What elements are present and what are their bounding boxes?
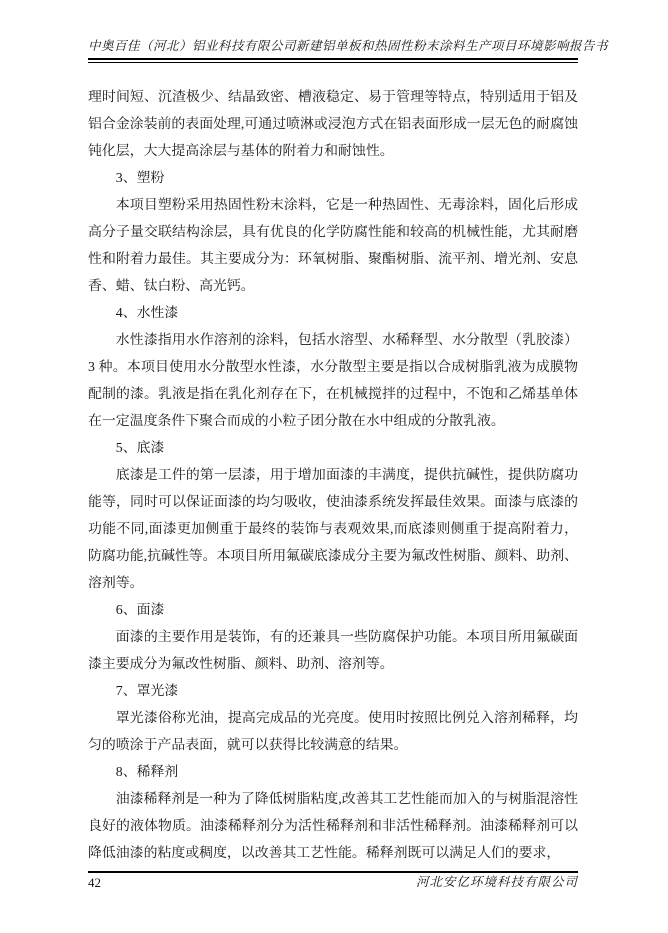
section-heading-7: 7、罩光漆 (115, 684, 179, 699)
section-heading-4: 4、水性漆 (115, 306, 179, 321)
section-body-3: 本项目塑粉采用热固性粉末涂料，它是一种热固性、无毒涂料，固化后形成高分子量交联结构涂层，具有优良的化学防腐性能和较高的机械性能，尤其耐磨性和附着力最佳。其主要成分为：环氧树脂、聚酯树脂、流平剂、增光剂、安息香、蜡、钛白粉、高光钙。 (88, 198, 578, 294)
footer-company-name: 河北安亿环境科技有限公司 (415, 875, 578, 889)
section-body-4: 水性漆指用水作溶剂的涂料，包括水溶型、水稀释型、水分散型（乳胶漆）3 种。本项目使用水分散型水性漆，水分散型主要是指以合成树脂乳液为成膜物配制的漆。乳液是指在乳化剂存在下，在机械搅拌的过程中，不饱和乙烯基单体在一定温度条件下聚合而成的小粒子团分散在水中组成的分散乳液。 (88, 333, 578, 429)
page-number: 42 (88, 875, 101, 890)
section-heading-6: 6、面漆 (115, 603, 165, 618)
section-body-7: 罩光漆俗称光油，提高完成品的光亮度。使用时按照比例兑入溶剂稀释，均匀的喷涂于产品表面，就可以获得比较满意的结果。 (88, 711, 578, 753)
section-heading-3: 3、塑粉 (115, 171, 165, 186)
page-footer (88, 871, 578, 891)
section-body-5: 底漆是工件的第一层漆，用于增加面漆的丰满度，提供抗碱性，提供防腐功能等，同时可以保证面漆的均匀吸收，使油漆系统发挥最佳效果。面漆与底漆的功能不同,面漆更加侧重于最终的装饰与表观效果,而底漆则侧重于提高附着力，防腐功能,抗碱性等。本项目所用氟碳底漆成分主要为氟改性树脂、颜料、助剂、溶剂等。 (88, 468, 578, 591)
header-title: 中奥百佳（河北）铝业科技有限公司新建铝单板和热固性粉末涂料生产项目环境影响报告书 (88, 39, 609, 53)
section-heading-8: 8、稀释剂 (115, 765, 179, 780)
page-header (88, 38, 609, 63)
section-heading-5: 5、底漆 (115, 441, 165, 456)
section-body-6: 面漆的主要作用是装饰，有的还兼具一些防腐保护功能。本项目所用氟碳面漆主要成分为氟改性树脂、颜料、助剂、溶剂等。 (88, 630, 578, 672)
document-body (88, 84, 578, 867)
section-body-8: 油漆稀释剂是一种为了降低树脂粘度,改善其工艺性能而加入的与树脂混溶性良好的液体物质。油漆稀释剂分为活性稀释剂和非活性稀释剂。油漆稀释剂可以降低油漆的粘度或稠度，以改善其工艺性能。稀释剂既可以满足人们的要求， (88, 792, 578, 861)
header-double-rule (88, 58, 578, 63)
paragraph-continuation: 理时间短、沉渣极少、结晶致密、槽液稳定、易于管理等特点，特别适用于铝及铝合金涂装前的表面处理,可通过喷淋或浸泡方式在铝表面形成一层无色的耐腐蚀钝化层，大大提高涂层与基体的附着力和耐蚀性。 (88, 90, 578, 159)
